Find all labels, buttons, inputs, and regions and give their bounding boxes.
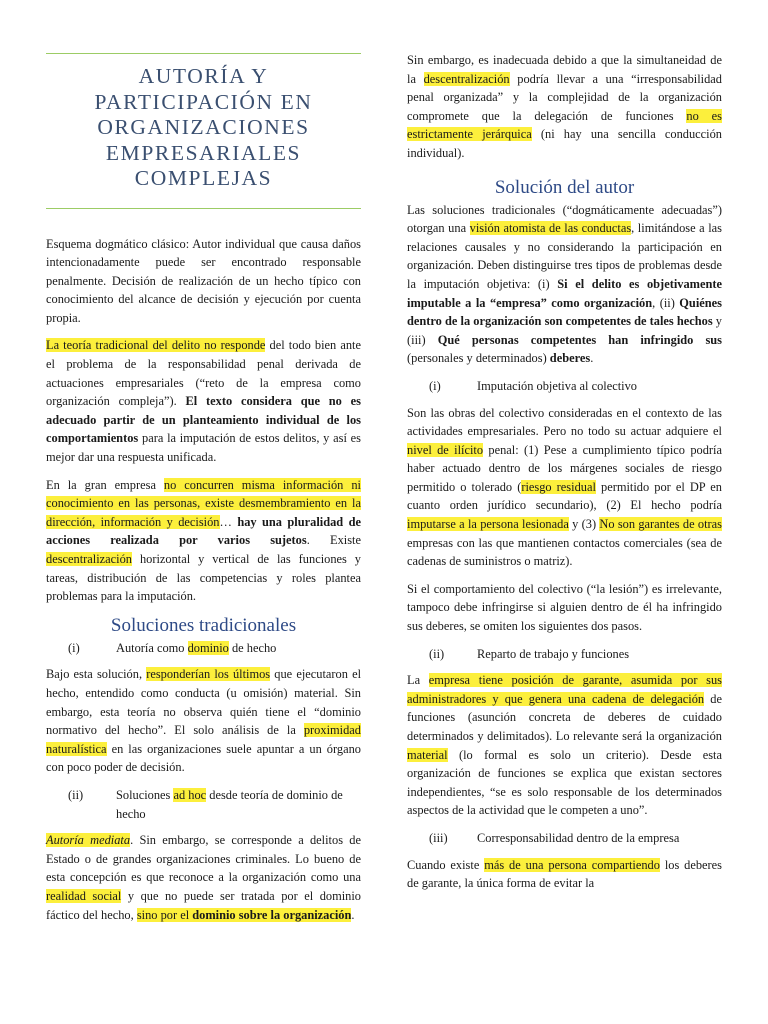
list-number: (i) xyxy=(429,378,441,393)
intro-paragraph: Esquema dogmático clásico: Autor individual que causa daños intencionadamente puede ser encontrado responsable penalmente. Decisión de realización de un hecho típico con conocimiento del alcance de decisión y ejecución por cuenta propia. xyxy=(46,236,361,325)
text: (personales y determinados) xyxy=(407,351,550,366)
highlight: visión atomista de las conductas xyxy=(469,221,632,236)
highlight: empresa tiene posición de garante, asumida por sus administradores y que genera una cadena de delegación xyxy=(407,673,722,706)
text: que ejecutaron el hecho, entendido como conducta (u omisión) material. Sin embargo, esta teoría no observa quién tiene el “dominio normativo del hecho”. El solo análisis de la xyxy=(46,667,362,738)
paragraph-soluciones xyxy=(407,201,722,368)
highlight: más de una persona compartiendo xyxy=(484,857,660,872)
highlight: La teoría tradicional del delito no responde xyxy=(46,338,266,353)
highlight: ad hoc xyxy=(173,787,207,802)
bold-text: hay una pluralidad de acciones realizada por varios sujetos xyxy=(46,514,361,548)
highlight: no es estrictamente jerárquica xyxy=(407,108,722,142)
text: La xyxy=(407,673,429,688)
bold-text: El texto considera que no es adecuado partir de un planteamiento individual de los comportamientos xyxy=(46,394,362,446)
paragraph-bajo-esta xyxy=(46,665,361,777)
highlight: descentralización xyxy=(423,71,510,86)
text: Soluciones xyxy=(116,787,174,802)
document-title: AUTORÍA Y PARTICIPACIÓN EN ORGANIZACIONES EMPRESARIALES COMPLEJAS xyxy=(94,64,313,190)
text: del todo bien ante el problema de la responsabilidad penal derivada de actuaciones empresariales (“reto de la empresa como organización compleja”). xyxy=(46,338,361,409)
highlight: No son garantes de otras xyxy=(599,517,722,532)
text: desde teoría de dominio de hecho xyxy=(116,787,343,821)
text: , (ii) xyxy=(652,295,680,310)
highlight-bold: dominio sobre la organización xyxy=(192,907,352,922)
list-item-i xyxy=(407,377,722,396)
text: permitido por el DP en cuanto orden jurídico secundario), (2) El hecho podría xyxy=(407,479,723,513)
text: . Existe xyxy=(306,533,361,548)
list-number: (iii) xyxy=(429,830,448,845)
text: podría llevar a una “irresponsabilidad penal organizada” y la complejidad de la organización compromete que la delegación de funciones xyxy=(407,71,722,123)
text: . xyxy=(351,907,355,922)
text: de funciones (asunción concreta de deberes de cuidado determinados y delimitados). Lo relevante será la organización xyxy=(407,691,722,743)
text: Bajo esta solución, xyxy=(46,667,147,682)
text: Autoría como xyxy=(116,640,188,655)
heading-soluciones-tradicionales: Soluciones tradicionales xyxy=(110,614,297,636)
list-item-ii xyxy=(46,786,361,823)
paragraph-obras-colectivo xyxy=(407,404,722,571)
title-box xyxy=(46,53,361,209)
highlight: material xyxy=(407,747,448,762)
paragraph-empresa-garante xyxy=(407,671,722,820)
bold-text: Quiénes dentro de la organización son competentes de tales hechos xyxy=(407,295,722,329)
list-number: (ii) xyxy=(68,787,84,802)
highlight: sino por el xyxy=(136,907,193,922)
highlight: imputarse a la persona lesionada xyxy=(407,517,569,532)
text: y (iii) xyxy=(407,314,722,347)
list-text: Imputación objetiva al colectivo xyxy=(477,378,637,393)
text: en las organizaciones suele apuntar a un órgano con poco poder de decisión. xyxy=(46,741,361,775)
paragraph-comportamiento: Si el comportamiento del colectivo (“la lesión”) es irrelevante, tampoco debe infringirse si alguien dentro de él ha infringido sus deberes, se omiten los siguientes dos pasos. xyxy=(407,581,722,634)
text: los deberes de garante, la única forma de evitar la xyxy=(407,857,722,891)
paragraph-cuando-existe xyxy=(407,856,722,893)
list-item-iii xyxy=(407,829,722,848)
highlight: realidad social xyxy=(46,888,122,903)
text: para la imputación de estos delitos, y así es mejor dar una respuesta unificada. xyxy=(46,431,361,465)
list-text: Reparto de trabajo y funciones xyxy=(477,646,630,661)
text: Son las obras del colectivo consideradas en el contexto de las actividades empresariales. Pero no todo su actuar adquiere el xyxy=(407,405,722,439)
bold-text: deberes xyxy=(549,351,591,366)
list-text: Corresponsabilidad dentro de la empresa xyxy=(477,830,680,845)
right-column xyxy=(407,51,722,902)
list-number: (ii) xyxy=(429,646,445,661)
list-item-ii xyxy=(407,645,722,664)
highlight: nivel de ilícito xyxy=(407,442,484,457)
text: … xyxy=(219,514,238,529)
highlight: descentralización xyxy=(46,552,132,566)
text: y (3) xyxy=(568,517,600,532)
paragraph-teoria xyxy=(46,336,361,466)
paragraph-gran-empresa xyxy=(46,476,361,606)
heading-solucion-autor: Solución del autor xyxy=(494,176,635,198)
list-text xyxy=(116,786,361,823)
text: horizontal y vertical de las funciones y tareas, distribución de las competencias y roles plantea problemas para la imputación. xyxy=(46,552,361,604)
text: , limitándose a las relaciones causales y no considerando la participación en organización. Deben distinguirse tres tipos de problemas desde la imputación objetiva: (i) xyxy=(407,221,723,291)
text: empresas con las que mantienen contactos comerciales (sea de cadenas de suministros o matriz). xyxy=(407,535,722,569)
list-number: (i) xyxy=(68,640,80,655)
bold-text: Si el delito es objetivamente imputable a la “empresa” como organización xyxy=(407,276,722,310)
text: (lo formal es solo un criterio). Desde esta organización de funciones se explica que existan sectores independientes, “se es solo responsable de los determinados aspectos de la actividad que le competen a uno”. xyxy=(407,747,722,818)
text: En la gran empresa xyxy=(46,477,164,492)
text: Cuando existe xyxy=(407,857,485,872)
list-item-i xyxy=(46,639,361,658)
highlight: dominio xyxy=(187,640,229,655)
highlight: proximidad naturalística xyxy=(46,723,361,756)
bold-text: Qué personas competentes han infringido sus xyxy=(437,332,723,347)
text: Sin embargo, es inadecuada debido a que la simultaneidad de la xyxy=(407,53,722,86)
paragraph-sin-embargo xyxy=(407,51,722,163)
text: Las soluciones tradicionales (“dogmáticamente adecuadas”) otorgan una xyxy=(407,202,722,236)
paragraph-autoria-mediata xyxy=(46,831,361,924)
text: y que no puede ser tratada por el dominio fáctico del hecho, xyxy=(46,888,361,922)
text: (ni hay una sencilla conducción individual). xyxy=(407,127,722,160)
text: . Sin embargo, se corresponde a delitos de Estado o de grandes organizaciones criminales. Lo bueno de esta concepción es que reconoce a la organización como una xyxy=(46,833,361,885)
highlight: riesgo residual xyxy=(521,479,596,494)
text: . xyxy=(590,351,594,366)
text: penal: (1) Pese a cumplimiento típico podría haber actuado dentro de los márgenes sociales de riesgo permitido o tolerado ( xyxy=(407,442,722,494)
text: de hecho xyxy=(228,640,277,655)
highlight-italic: Autoría mediata xyxy=(46,833,131,848)
left-column xyxy=(46,0,361,933)
highlight: responderían los últimos xyxy=(146,667,271,682)
highlight: no concurren misma información ni conocimiento en las personas, existe desmembramiento en la dirección, información y decisión xyxy=(46,477,361,529)
list-text xyxy=(116,639,361,658)
